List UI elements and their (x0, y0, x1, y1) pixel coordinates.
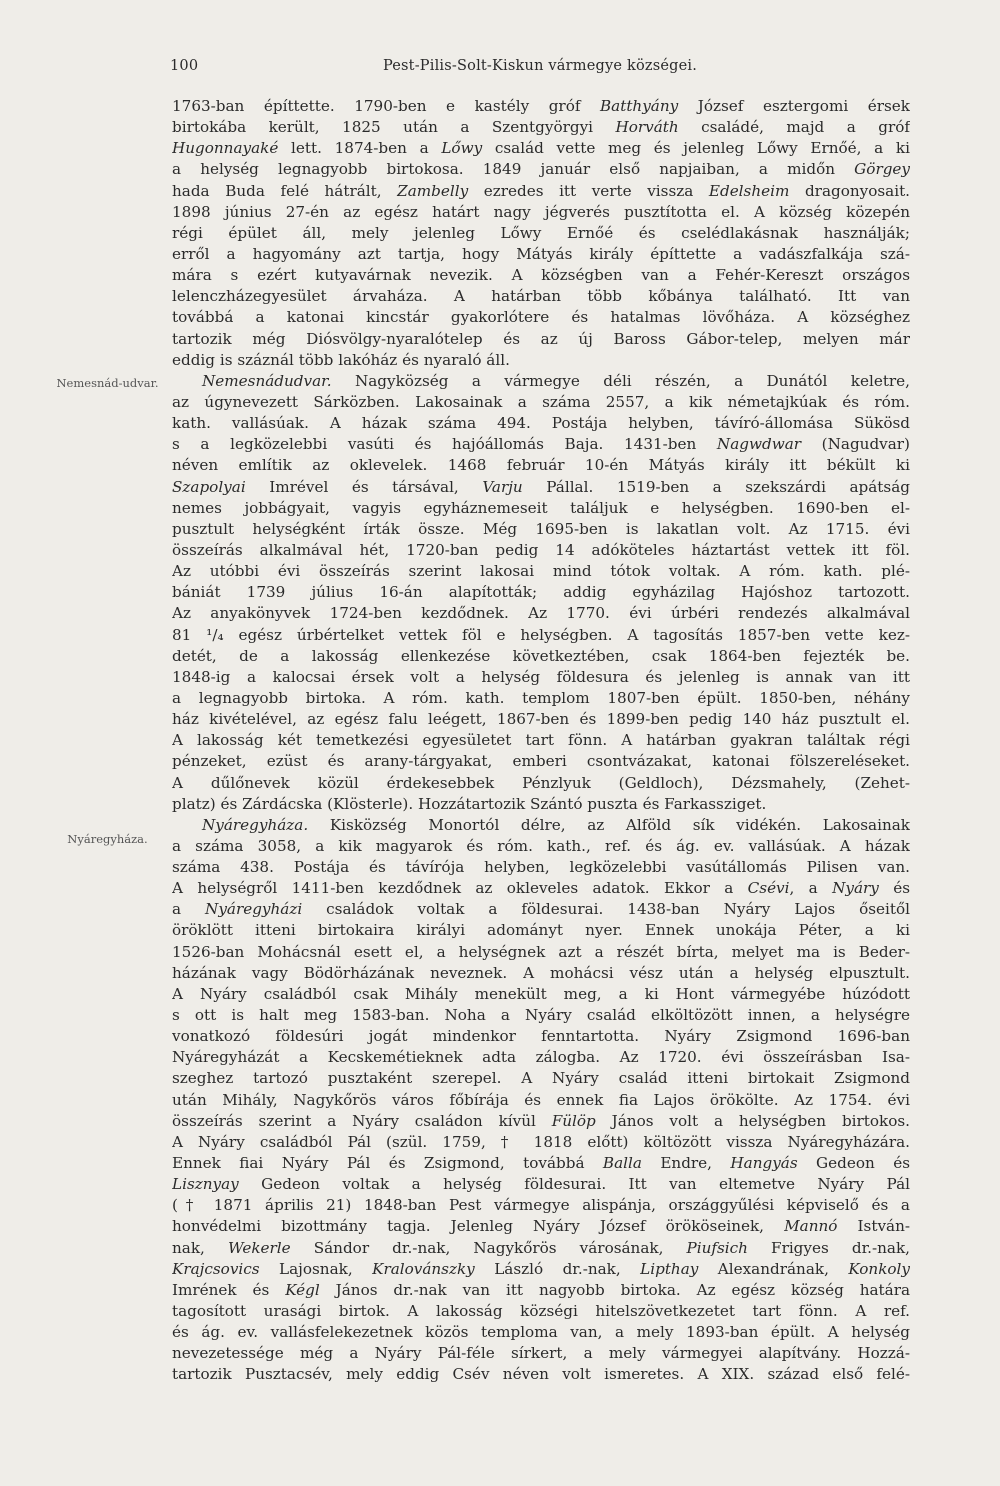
text-line: hada Buda felé hátrált, Zambelly ezredes itt verte vissza Edelsheim dragonyosait. (172, 181, 910, 200)
text-line: bániát 1739 július 16-án alapították; addig egyházilag Hajóshoz tartozott. (172, 583, 910, 602)
text-line: platz) és Zárdácska (Klösterle). Hozzátartozik Szántó puszta és Farkassziget. (172, 794, 767, 813)
text-line: Imrének és Kégl János dr.-nak van itt nagyobb birtoka. Az egész község határa (172, 1280, 910, 1299)
page-number: 100 (170, 58, 199, 74)
text-line: és ág. ev. vallásfelekezetnek közös temploma van, a mely 1893-ban épült. A helység (172, 1323, 910, 1342)
text-line: nemes jobbágyait, vagyis egyháznemeseit találjuk e helységben. 1690-ben el- (172, 498, 910, 517)
running-head (170, 58, 910, 80)
text-line: erről a hagyomány azt tartja, hogy Mátyás király építtette a vadászfalkája szá- (172, 244, 910, 263)
text-line: száma 438. Postája és távírója helyben, legközelebbi vasútállomás Pilisen van. (172, 858, 910, 877)
text-line: 1763-ban építtette. 1790-ben e kastély gróf Batthyány József esztergomi érsek (172, 97, 910, 115)
text-line: Az utóbbi évi összeírás szerint lakosai mind tótok voltak. A róm. kath. plé- (172, 562, 910, 581)
text-line: 1526-ban Mohácsnál esett el, a helységnek azt a részét bírta, melyet ma is Beder- (172, 942, 910, 961)
text-line: továbbá a katonai kincstár gyakorlótere és hatalmas lövőháza. A községhez (172, 308, 910, 327)
margin-note-nyaregyhaza: Nyáregyháza. (67, 832, 148, 846)
text-line: tartozik Pusztacsév, mely eddig Csév néven volt ismeretes. A XIX. század első felé- (172, 1365, 910, 1384)
text-line: s a legközelebbi vasúti és hajóállomás Baja. 1431-ben Nagwdwar (Nagudvar) (172, 435, 910, 454)
text-line: Az anyakönyvek 1724-ben kezdődnek. Az 1770. évi úrbéri rendezés alkalmával (172, 604, 910, 623)
text-line: nak, Wekerle Sándor dr.-nak, Nagykőrös városának, Piufsich Frigyes dr.-nak, (172, 1238, 910, 1257)
text-line: Hugonnayaké lett. 1874-ben a Lőwy család vette meg és jelenleg Lőwy Ernőé, a ki (172, 139, 910, 158)
body-text (172, 96, 910, 1386)
text-line: öröklött itteni birtokaira királyi adományt nyer. Ennek unokája Péter, a ki (172, 921, 910, 940)
text-line: összeírás szerint a Nyáry családon kívül Fülöp János volt a helységben birtokos. (172, 1111, 910, 1130)
text-line: a száma 3058, a kik magyarok és róm. kath., ref. és ág. ev. vallásúak. A házak (172, 836, 910, 855)
text-line: A Nyáry családból csak Mihály menekült meg, a ki Hont vármegyébe húzódott (172, 984, 910, 1003)
text-line: 1848-ig a kalocsai érsek volt a helység földesura és jelenleg is annak van itt (172, 667, 910, 686)
text-line: a Nyáregyházi családok voltak a földesurai. 1438-ban Nyáry Lajos őseitől (172, 900, 910, 919)
text-line: detét, de a lakosság ellenkezése következtében, csak 1864-ben fejezték be. (172, 646, 910, 665)
margin-note-nemesnadudvar: Nemesnád-udvar. (56, 376, 159, 390)
text-line: birtokába került, 1825 után a Szentgyörgyi Horváth családé, majd a gróf (172, 118, 910, 137)
text-line: A Nyáry családból Pál (szül. 1759, † 1818 előtt) költözött vissza Nyáregyházára. (172, 1132, 910, 1151)
text-line: 81 ¹/₄ egész úrbértelket vettek föl e helységben. A tagosítás 1857-ben vette kez- (172, 625, 910, 644)
text-line: eddig is száznál több lakóház és nyaraló áll. (172, 350, 510, 369)
text-line: Nemesnádudvar. Nagyközség a vármegye déli részén, a Dunától keletre, (202, 371, 910, 390)
text-line: szeghez tartozó pusztaként szerepel. A Nyáry család itteni birtokait Zsigmond (172, 1069, 910, 1088)
text-line: tartozik még Diósvölgy-nyaralótelep és az új Baross Gábor-telep, melyen már (172, 329, 910, 348)
text-line: Lisznyay Gedeon voltak a helység földesurai. Itt van eltemetve Nyáry Pál (172, 1175, 910, 1194)
text-line: mára s ezért kutyavárnak nevezik. A községben van a Fehér-Kereszt országos (172, 266, 910, 285)
text-line: néven említik az oklevelek. 1468 február 10-én Mátyás király itt békült ki (172, 456, 910, 475)
text-line: A lakosság két temetkezési egyesületet tart fönn. A határban gyakran találtak régi (172, 731, 910, 750)
text-line: a helység legnagyobb birtokosa. 1849 január első napjaiban, a midőn Görgey (172, 160, 910, 179)
text-line: vonatkozó földesúri jogát mindenkor fenntartotta. Nyáry Zsigmond 1696-ban (172, 1027, 910, 1046)
text-line: († 1871 április 21) 1848-ban Pest vármegye alispánja, országgyűlési képviselő és a (172, 1196, 910, 1215)
text-line: A dűlőnevek közül érdekesebbek Pénzlyuk (Geldloch), Dézsmahely, (Zehet- (172, 773, 910, 792)
text-line: az úgynevezett Sárközben. Lakosainak a száma 2557, a kik németajkúak és róm. (172, 392, 910, 411)
text-line: összeírás alkalmával hét, 1720-ban pedig 14 adóköteles háztartást vettek itt föl. (172, 540, 910, 559)
text-line: után Mihály, Nagykőrös város főbírája és ennek fia Lajos örökölte. Az 1754. évi (172, 1090, 910, 1109)
text-line: régi épület áll, mely jelenleg Lőwy Ernőé és cselédlakásnak használják; (172, 223, 910, 242)
text-line: 1898 június 27-én az egész határt nagy jégverés pusztította el. A község közepén (172, 202, 910, 221)
text-line: A helységről 1411-ben kezdődnek az okleveles adatok. Ekkor a Csévi, a Nyáry és (172, 879, 910, 898)
text-line: honvédelmi bizottmány tagja. Jelenleg Nyáry József örököseinek, Mannó István- (172, 1217, 910, 1236)
text-line: pénzeket, ezüst és arany-tárgyakat, emberi csontvázakat, katonai fölszereléseket. (172, 752, 910, 771)
text-line: lelenczházegyesület árvaháza. A határban több kőbánya található. Itt van (172, 287, 910, 306)
text-line: a legnagyobb birtoka. A róm. kath. templom 1807-ben épült. 1850-ben, néhány (172, 688, 910, 707)
text-line: ház kivételével, az egész falu leégett, 1867-ben és 1899-ben pedig 140 ház pusztult el. (172, 710, 910, 729)
text-line: Nyáregyháza. Kisközség Monortól délre, az Alföld sík vidékén. Lakosainak (202, 815, 910, 834)
text-line: pusztult helységként írták össze. Még 1695-ben is lakatlan volt. Az 1715. évi (172, 519, 910, 538)
text-line: s ott is halt meg 1583-ban. Noha a Nyáry család elköltözött innen, a helységre (172, 1006, 910, 1025)
running-title: Pest-Pilis-Solt-Kiskun vármegye községei. (382, 58, 698, 74)
text-line: Krajcsovics Lajosnak, Kralovánszky László dr.-nak, Lipthay Alexandrának, Konkoly (172, 1259, 910, 1278)
text-line: kath. vallásúak. A házak száma 494. Postája helyben, távíró-állomása Sükösd (172, 414, 910, 433)
text-line: Ennek fiai Nyáry Pál és Zsigmond, továbbá Balla Endre, Hangyás Gedeon és (172, 1154, 910, 1173)
text-line: nevezetessége még a Nyáry Pál-féle sírkert, a mely vármegyei alapítvány. Hozzá- (172, 1344, 910, 1363)
text-line: Nyáregyházát a Kecskemétieknek adta zálogba. Az 1720. évi összeírásban Isa- (172, 1048, 910, 1067)
text-line: házának vagy Bödörházának neveznek. A mohácsi vész után a helység elpusztult. (172, 963, 910, 982)
text-line: tagosított urasági birtok. A lakosság községi hitelszövetkezetet tart fönn. A ref. (172, 1302, 910, 1321)
text-line: Szapolyai Imrével és társával, Varju Pállal. 1519-ben a szekszárdi apátság (172, 477, 910, 496)
